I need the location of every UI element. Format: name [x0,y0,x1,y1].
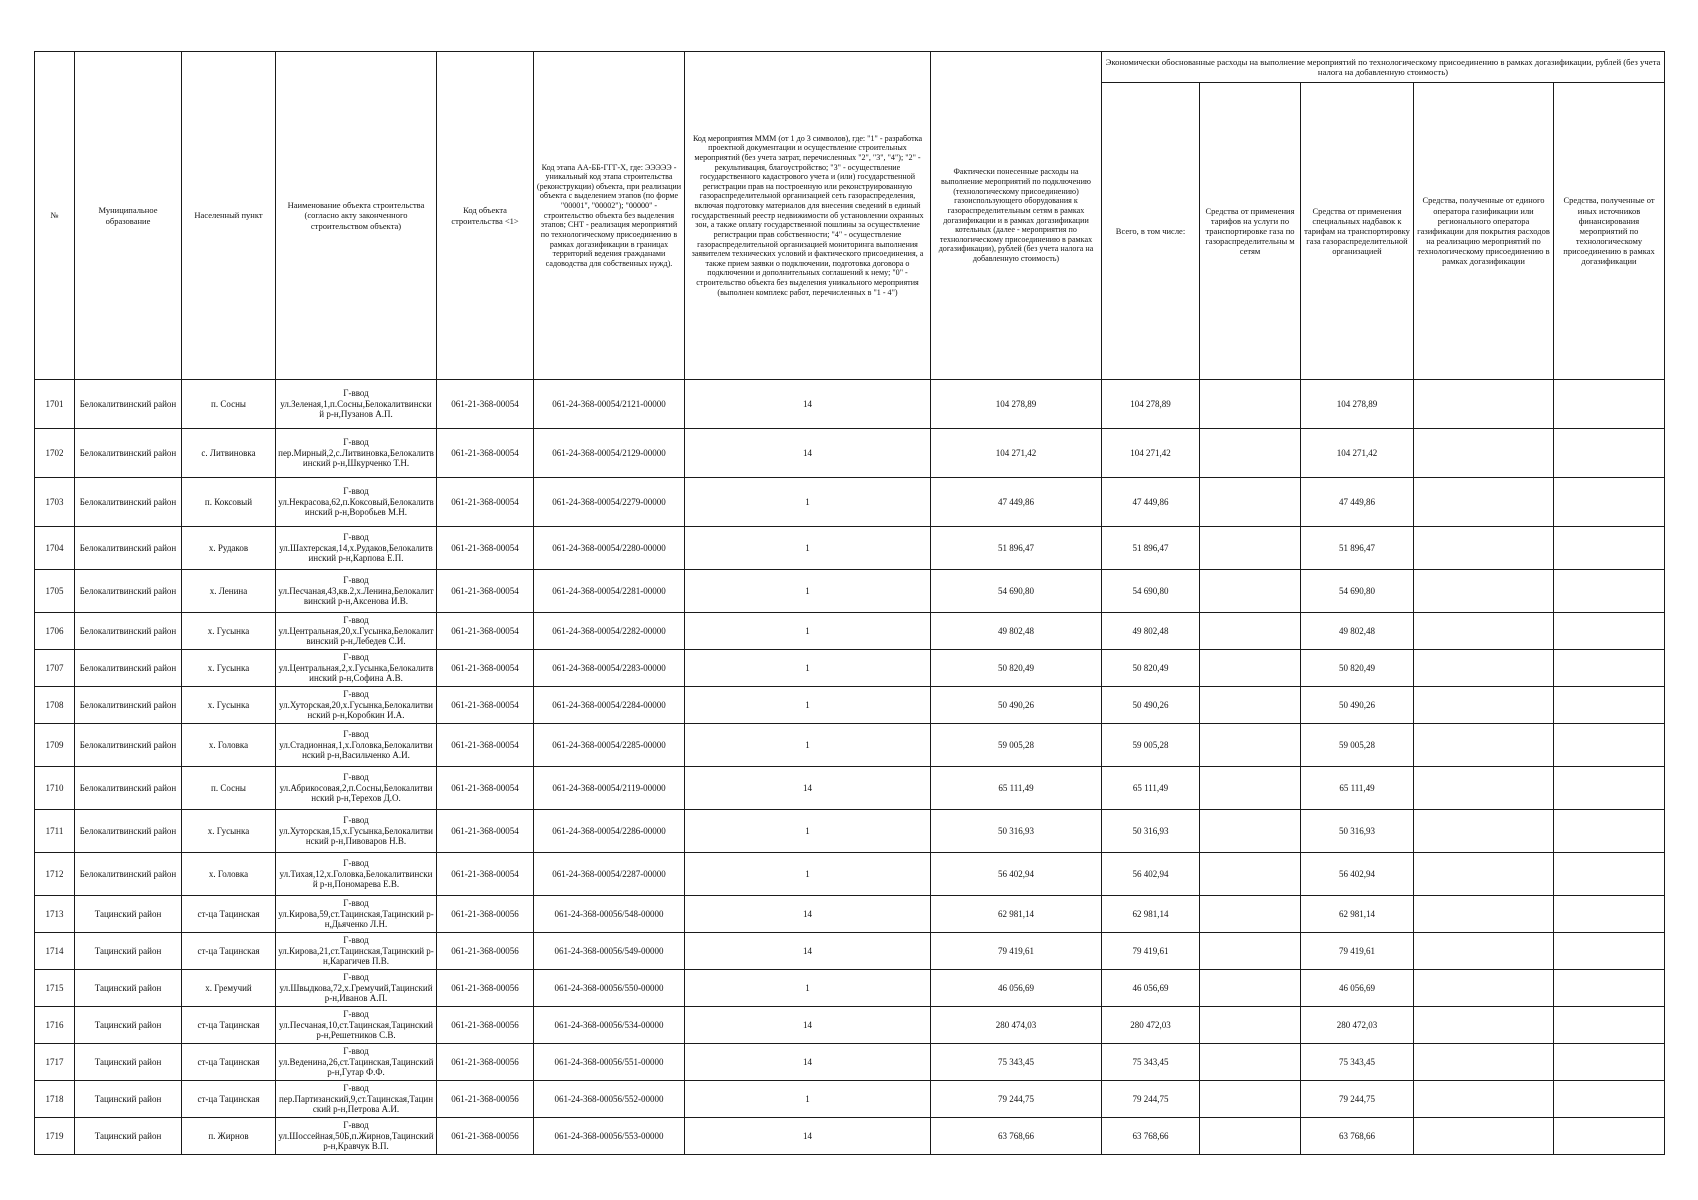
special-surcharge-cell: 63 768,66 [1301,1118,1414,1155]
other-sources-cell [1554,1118,1665,1155]
single-operator-cell [1414,1044,1554,1081]
other-sources-cell [1554,570,1665,613]
municipality-cell: Белокалитвинский район [75,380,182,429]
stage-code-cell: 061-24-368-00054/2121-00000 [534,380,685,429]
tariff-cell [1200,478,1301,527]
table-row [35,933,1665,970]
stage-code-cell: 061-24-368-00056/548-00000 [534,896,685,933]
row-number: 1710 [35,767,75,810]
total-cell: 75 343,45 [1102,1044,1200,1081]
municipality-cell: Белокалитвинский район [75,650,182,687]
event-code-cell: 1 [685,687,931,724]
table-row [35,380,1665,429]
object-name-cell: Г-ввод ул.Песчаная,43,кв.2,х.Ленина,Белокалитвинский р-н,Аксенова И.В. [276,570,437,613]
object-name-cell: Г-ввод ул.Песчаная,10,ст.Тацинская,Тацинский р-н,Решетников С.В. [276,1007,437,1044]
total-cell: 49 802,48 [1102,613,1200,650]
tariff-cell [1200,724,1301,767]
table-row [35,810,1665,853]
settlement-cell: ст-ца Тацинская [182,1007,276,1044]
row-number: 1707 [35,650,75,687]
event-code-cell: 1 [685,478,931,527]
single-operator-cell [1414,613,1554,650]
header-special-surcharge: Средства от применения специальных надбавок к тарифам на транспортировку газа газораспределительной организацией [1301,83,1414,380]
row-number: 1717 [35,1044,75,1081]
special-surcharge-cell: 62 981,14 [1301,896,1414,933]
special-surcharge-cell: 49 802,48 [1301,613,1414,650]
header-single-operator: Средства, полученные от единого оператора газификации или регионального оператора газификации для покрытия расходов на реализацию мероприятий по технологическому присоединению в рамках догазификации [1414,83,1554,380]
object-code-cell: 061-21-368-00056 [437,1118,534,1155]
object-code-cell: 061-21-368-00054 [437,724,534,767]
other-sources-cell [1554,1007,1665,1044]
special-surcharge-cell: 50 490,26 [1301,687,1414,724]
stage-code-cell: 061-24-368-00054/2279-00000 [534,478,685,527]
other-sources-cell [1554,527,1665,570]
object-code-cell: 061-21-368-00056 [437,1007,534,1044]
special-surcharge-cell: 54 690,80 [1301,570,1414,613]
tariff-cell [1200,970,1301,1007]
object-code-cell: 061-21-368-00054 [437,687,534,724]
event-code-cell: 1 [685,724,931,767]
stage-code-cell: 061-24-368-00056/553-00000 [534,1118,685,1155]
table-row [35,613,1665,650]
object-name-cell: Г-ввод ул.Тихая,12,х.Головка,Белокалитвинский р-н,Пономарева Е.В. [276,853,437,896]
object-name-cell: Г-ввод ул.Веденина,26,ст.Тацинская,Тацинский р-н,Гутар Ф.Ф. [276,1044,437,1081]
special-surcharge-cell: 50 820,49 [1301,650,1414,687]
object-name-cell: Г-ввод ул.Зеленая,1,п.Сосны,Белокалитвинский р-н,Пузанов А.П. [276,380,437,429]
tariff-cell [1200,1118,1301,1155]
tariff-cell [1200,380,1301,429]
object-name-cell: Г-ввод ул.Швыдкова,72,х.Гремучий,Тацинский р-н,Иванов А.П. [276,970,437,1007]
row-number: 1719 [35,1118,75,1155]
other-sources-cell [1554,810,1665,853]
actual-costs-cell: 51 896,47 [931,527,1102,570]
settlement-cell: п. Коксовый [182,478,276,527]
special-surcharge-cell: 79 419,61 [1301,933,1414,970]
header-settlement: Населенный пункт [182,52,276,380]
actual-costs-cell: 104 271,42 [931,429,1102,478]
event-code-cell: 14 [685,1007,931,1044]
header-tariff-transport: Средства от применения тарифов на услуги по транспортировке газа по газораспределительны м сетям [1200,83,1301,380]
municipality-cell: Тацинский район [75,933,182,970]
other-sources-cell [1554,613,1665,650]
single-operator-cell [1414,1081,1554,1118]
settlement-cell: ст-ца Тацинская [182,1081,276,1118]
table-row [35,1007,1665,1044]
stage-code-cell: 061-24-368-00054/2282-00000 [534,613,685,650]
other-sources-cell [1554,1044,1665,1081]
event-code-cell: 1 [685,970,931,1007]
total-cell: 79 419,61 [1102,933,1200,970]
actual-costs-cell: 50 316,93 [931,810,1102,853]
single-operator-cell [1414,970,1554,1007]
stage-code-cell: 061-24-368-00054/2129-00000 [534,429,685,478]
event-code-cell: 1 [685,1081,931,1118]
table-row [35,570,1665,613]
other-sources-cell [1554,933,1665,970]
tariff-cell [1200,527,1301,570]
total-cell: 79 244,75 [1102,1081,1200,1118]
header-event-code: Код мероприятия МММ (от 1 до 3 символов), где: "1" - разработка проектной документации и осуществление строительных мероприятий (без учета затрат, перечисленных "2", "3", "4"); "2" - рекультивация, благоустройство; "3" - осуществление государственного кадастрового учета и (или) государственной регистрации прав на построенную или реконструированную газораспределительной организацией сеть газораспределения, включая подготовку материалов для внесения сведений в единый государственный реестр недвижимости об установлении охранных зон, а также оплату государственной пошлины за осуществление регистрации прав собственности; "4" - осуществление газораспределительной организацией мониторинга выполнения заявителем технических условий и фактического присоединения, а также прием заявки о подключении, подготовка договора о подключении и дополнительных соглашений к нему; "0" - строительство объекта без выделения уникального мероприятия (выполнен комплекс работ, перечисленных в "1 - 4") [685,52,931,380]
object-name-cell: Г-ввод ул.Хуторская,15,х.Гусынка,Белокалитвинский р-н,Пивоваров Н.В. [276,810,437,853]
special-surcharge-cell: 104 278,89 [1301,380,1414,429]
single-operator-cell [1414,724,1554,767]
other-sources-cell [1554,896,1665,933]
settlement-cell: х. Головка [182,724,276,767]
table-row [35,1118,1665,1155]
single-operator-cell [1414,380,1554,429]
actual-costs-cell: 62 981,14 [931,896,1102,933]
other-sources-cell [1554,650,1665,687]
event-code-cell: 14 [685,380,931,429]
row-number: 1715 [35,970,75,1007]
special-surcharge-cell: 51 896,47 [1301,527,1414,570]
single-operator-cell [1414,570,1554,613]
table-row [35,527,1665,570]
total-cell: 280 472,03 [1102,1007,1200,1044]
row-number: 1712 [35,853,75,896]
actual-costs-cell: 280 474,03 [931,1007,1102,1044]
municipality-cell: Белокалитвинский район [75,527,182,570]
object-code-cell: 061-21-368-00054 [437,853,534,896]
row-number: 1718 [35,1081,75,1118]
header-actual-costs: Фактически понесенные расходы на выполнение мероприятий по подключению (технологическому присоединению) газоиспользующего оборудования к газораспределительным сетям в рамках догазификации и в рамках догазификации котельных (далее - мероприятия по технологическому присоединению в рамках догазификации), рублей (без учета налога на добавленную стоимость) [931,52,1102,380]
tariff-cell [1200,687,1301,724]
special-surcharge-cell: 104 271,42 [1301,429,1414,478]
object-name-cell: Г-ввод ул.Стадионная,1,х.Головка,Белокалитвинский р-н,Васильченко А.И. [276,724,437,767]
stage-code-cell: 061-24-368-00056/534-00000 [534,1007,685,1044]
other-sources-cell [1554,478,1665,527]
stage-code-cell: 061-24-368-00054/2285-00000 [534,724,685,767]
object-name-cell: Г-ввод ул.Центральная,20,х.Гусынка,Белокалитвинский р-н,Лебедев С.И. [276,613,437,650]
table-row [35,687,1665,724]
stage-code-cell: 061-24-368-00054/2287-00000 [534,853,685,896]
object-code-cell: 061-21-368-00054 [437,429,534,478]
event-code-cell: 14 [685,1044,931,1081]
object-code-cell: 061-21-368-00054 [437,650,534,687]
table-row [35,724,1665,767]
stage-code-cell: 061-24-368-00056/552-00000 [534,1081,685,1118]
object-code-cell: 061-21-368-00056 [437,1081,534,1118]
tariff-cell [1200,429,1301,478]
event-code-cell: 1 [685,570,931,613]
actual-costs-cell: 46 056,69 [931,970,1102,1007]
other-sources-cell [1554,853,1665,896]
total-cell: 51 896,47 [1102,527,1200,570]
actual-costs-cell: 50 490,26 [931,687,1102,724]
tariff-cell [1200,896,1301,933]
municipality-cell: Белокалитвинский район [75,810,182,853]
other-sources-cell [1554,429,1665,478]
table-row [35,478,1665,527]
total-cell: 104 271,42 [1102,429,1200,478]
other-sources-cell [1554,380,1665,429]
object-name-cell: Г-ввод ул.Кирова,21,ст.Тацинская,Тацинский р-н,Карагичев П.В. [276,933,437,970]
municipality-cell: Тацинский район [75,970,182,1007]
table-row [35,1081,1665,1118]
tariff-cell [1200,650,1301,687]
municipality-cell: Тацинский район [75,1118,182,1155]
row-number: 1713 [35,896,75,933]
stage-code-cell: 061-24-368-00054/2286-00000 [534,810,685,853]
special-surcharge-cell: 59 005,28 [1301,724,1414,767]
actual-costs-cell: 75 343,45 [931,1044,1102,1081]
settlement-cell: ст-ца Тацинская [182,933,276,970]
row-number: 1705 [35,570,75,613]
settlement-cell: х. Гремучий [182,970,276,1007]
settlement-cell: х. Гусынка [182,613,276,650]
settlement-cell: п. Жирнов [182,1118,276,1155]
actual-costs-cell: 79 419,61 [931,933,1102,970]
object-code-cell: 061-21-368-00054 [437,527,534,570]
event-code-cell: 14 [685,429,931,478]
table-row [35,767,1665,810]
municipality-cell: Тацинский район [75,1044,182,1081]
single-operator-cell [1414,478,1554,527]
special-surcharge-cell: 56 402,94 [1301,853,1414,896]
municipality-cell: Белокалитвинский район [75,613,182,650]
special-surcharge-cell: 65 111,49 [1301,767,1414,810]
object-name-cell: Г-ввод ул.Кирова,59,ст.Тацинская,Тацинский р-н,Дьяченко Л.Н. [276,896,437,933]
object-code-cell: 061-21-368-00054 [437,478,534,527]
tariff-cell [1200,1007,1301,1044]
tariff-cell [1200,570,1301,613]
document-page [34,51,1664,1155]
object-code-cell: 061-21-368-00056 [437,933,534,970]
tariff-cell [1200,767,1301,810]
table-row [35,1044,1665,1081]
row-number: 1706 [35,613,75,650]
object-name-cell: Г-ввод ул.Хуторская,20,х.Гусынка,Белокалитвинский р-н,Коробкин И.А. [276,687,437,724]
table-body [35,380,1665,1155]
municipality-cell: Белокалитвинский район [75,767,182,810]
actual-costs-cell: 49 802,48 [931,613,1102,650]
row-number: 1714 [35,933,75,970]
other-sources-cell [1554,724,1665,767]
stage-code-cell: 061-24-368-00054/2119-00000 [534,767,685,810]
single-operator-cell [1414,650,1554,687]
table-row [35,970,1665,1007]
total-cell: 50 316,93 [1102,810,1200,853]
row-number: 1703 [35,478,75,527]
municipality-cell: Белокалитвинский район [75,687,182,724]
tariff-cell [1200,933,1301,970]
table-row [35,429,1665,478]
settlement-cell: х. Рудаков [182,527,276,570]
event-code-cell: 14 [685,767,931,810]
settlement-cell: х. Гусынка [182,810,276,853]
stage-code-cell: 061-24-368-00054/2283-00000 [534,650,685,687]
total-cell: 46 056,69 [1102,970,1200,1007]
object-code-cell: 061-21-368-00054 [437,380,534,429]
other-sources-cell [1554,767,1665,810]
header-num: № [35,52,75,380]
settlement-cell: с. Литвиновка [182,429,276,478]
stage-code-cell: 061-24-368-00056/550-00000 [534,970,685,1007]
header-other-sources: Средства, полученные от иных источников финансирования мероприятий по технологическому присоединению в рамках догазификации [1554,83,1665,380]
settlement-cell: х. Головка [182,853,276,896]
settlement-cell: ст-ца Тацинская [182,1044,276,1081]
object-name-cell: Г-ввод ул.Шахтерская,14,х.Рудаков,Белокалитвинский р-н,Карпова Е.П. [276,527,437,570]
special-surcharge-cell: 47 449,86 [1301,478,1414,527]
row-number: 1708 [35,687,75,724]
total-cell: 59 005,28 [1102,724,1200,767]
event-code-cell: 14 [685,1118,931,1155]
object-code-cell: 061-21-368-00054 [437,613,534,650]
settlement-cell: х. Ленина [182,570,276,613]
single-operator-cell [1414,1118,1554,1155]
header-municipality: Муниципальное образование [75,52,182,380]
actual-costs-cell: 63 768,66 [931,1118,1102,1155]
object-code-cell: 061-21-368-00056 [437,1044,534,1081]
actual-costs-cell: 47 449,86 [931,478,1102,527]
row-number: 1711 [35,810,75,853]
actual-costs-cell: 65 111,49 [931,767,1102,810]
row-number: 1701 [35,380,75,429]
single-operator-cell [1414,687,1554,724]
settlement-cell: х. Гусынка [182,650,276,687]
total-cell: 62 981,14 [1102,896,1200,933]
single-operator-cell [1414,896,1554,933]
tariff-cell [1200,613,1301,650]
header-stage-code: Код этапа АА-ББ-ГГГ-Х, где: ЭЭЭЭЭ - уникальный код этапа строительства (реконструкции) объекта, при реализации объекта с выделением этапов (по форме "00001", "00002"); "00000" - строительство объекта без выделения этапов; СНТ - реализация мероприятий по технологическому присоединению в рамках догазификации в границах территорий ведения гражданами садоводства для собственных нужд). [534,52,685,380]
municipality-cell: Тацинский район [75,1081,182,1118]
object-name-cell: Г-ввод пер.Мирный,2,с.Литвиновка,Белокалитвинский р-н,Шкурченко Т.Н. [276,429,437,478]
single-operator-cell [1414,767,1554,810]
object-code-cell: 061-21-368-00056 [437,896,534,933]
other-sources-cell [1554,970,1665,1007]
municipality-cell: Тацинский район [75,1007,182,1044]
object-name-cell: Г-ввод ул.Некрасова,62,п.Коксовый,Белокалитвинский р-н,Воробьев М.Н. [276,478,437,527]
costs-table [34,51,1665,1155]
special-surcharge-cell: 46 056,69 [1301,970,1414,1007]
single-operator-cell [1414,810,1554,853]
row-number: 1702 [35,429,75,478]
settlement-cell: ст-ца Тацинская [182,896,276,933]
total-cell: 63 768,66 [1102,1118,1200,1155]
stage-code-cell: 061-24-368-00054/2281-00000 [534,570,685,613]
header-object-name: Наименование объекта строительства (согласно акту законченного строительством объекта) [276,52,437,380]
object-code-cell: 061-21-368-00056 [437,970,534,1007]
object-code-cell: 061-21-368-00054 [437,810,534,853]
event-code-cell: 14 [685,933,931,970]
actual-costs-cell: 59 005,28 [931,724,1102,767]
header-econ-group: Экономически обоснованные расходы на выполнение мероприятий по технологическому присоединению в рамках догазификации, рублей (без учета налога на добавленную стоимость) [1102,52,1665,83]
event-code-cell: 1 [685,527,931,570]
special-surcharge-cell: 50 316,93 [1301,810,1414,853]
stage-code-cell: 061-24-368-00054/2284-00000 [534,687,685,724]
total-cell: 50 820,49 [1102,650,1200,687]
total-cell: 54 690,80 [1102,570,1200,613]
tariff-cell [1200,810,1301,853]
event-code-cell: 1 [685,853,931,896]
stage-code-cell: 061-24-368-00056/549-00000 [534,933,685,970]
single-operator-cell [1414,429,1554,478]
municipality-cell: Белокалитвинский район [75,724,182,767]
row-number: 1709 [35,724,75,767]
event-code-cell: 1 [685,613,931,650]
special-surcharge-cell: 75 343,45 [1301,1044,1414,1081]
header-total: Всего, в том числе: [1102,83,1200,380]
event-code-cell: 14 [685,896,931,933]
stage-code-cell: 061-24-368-00054/2280-00000 [534,527,685,570]
total-cell: 47 449,86 [1102,478,1200,527]
single-operator-cell [1414,933,1554,970]
single-operator-cell [1414,1007,1554,1044]
total-cell: 56 402,94 [1102,853,1200,896]
object-name-cell: Г-ввод ул.Центральная,2,х.Гусынка,Белокалитвинский р-н,Софина А.В. [276,650,437,687]
municipality-cell: Белокалитвинский район [75,429,182,478]
municipality-cell: Белокалитвинский район [75,853,182,896]
table-row [35,853,1665,896]
row-number: 1716 [35,1007,75,1044]
header-object-code: Код объекта строительства <1> [437,52,534,380]
actual-costs-cell: 54 690,80 [931,570,1102,613]
tariff-cell [1200,1044,1301,1081]
tariff-cell [1200,853,1301,896]
other-sources-cell [1554,687,1665,724]
object-name-cell: Г-ввод ул.Шоссейная,50Б,п.Жирнов,Тацинский р-н,Кравчук В.П. [276,1118,437,1155]
event-code-cell: 1 [685,810,931,853]
table-row [35,896,1665,933]
municipality-cell: Белокалитвинский район [75,570,182,613]
stage-code-cell: 061-24-368-00056/551-00000 [534,1044,685,1081]
actual-costs-cell: 50 820,49 [931,650,1102,687]
actual-costs-cell: 79 244,75 [931,1081,1102,1118]
object-name-cell: Г-ввод ул.Абрикосовая,2,п.Сосны,Белокалитвинский р-н,Терехов Д.О. [276,767,437,810]
other-sources-cell [1554,1081,1665,1118]
single-operator-cell [1414,527,1554,570]
actual-costs-cell: 56 402,94 [931,853,1102,896]
municipality-cell: Тацинский район [75,896,182,933]
total-cell: 50 490,26 [1102,687,1200,724]
table-row [35,650,1665,687]
settlement-cell: п. Сосны [182,380,276,429]
event-code-cell: 1 [685,650,931,687]
special-surcharge-cell: 280 472,03 [1301,1007,1414,1044]
special-surcharge-cell: 79 244,75 [1301,1081,1414,1118]
total-cell: 65 111,49 [1102,767,1200,810]
settlement-cell: п. Сосны [182,767,276,810]
object-code-cell: 061-21-368-00054 [437,767,534,810]
municipality-cell: Белокалитвинский район [75,478,182,527]
object-name-cell: Г-ввод пер.Партизанский,9,ст.Тацинская,Тацинский р-н,Петрова А.И. [276,1081,437,1118]
single-operator-cell [1414,853,1554,896]
total-cell: 104 278,89 [1102,380,1200,429]
row-number: 1704 [35,527,75,570]
tariff-cell [1200,1081,1301,1118]
object-code-cell: 061-21-368-00054 [437,570,534,613]
actual-costs-cell: 104 278,89 [931,380,1102,429]
settlement-cell: х. Гусынка [182,687,276,724]
